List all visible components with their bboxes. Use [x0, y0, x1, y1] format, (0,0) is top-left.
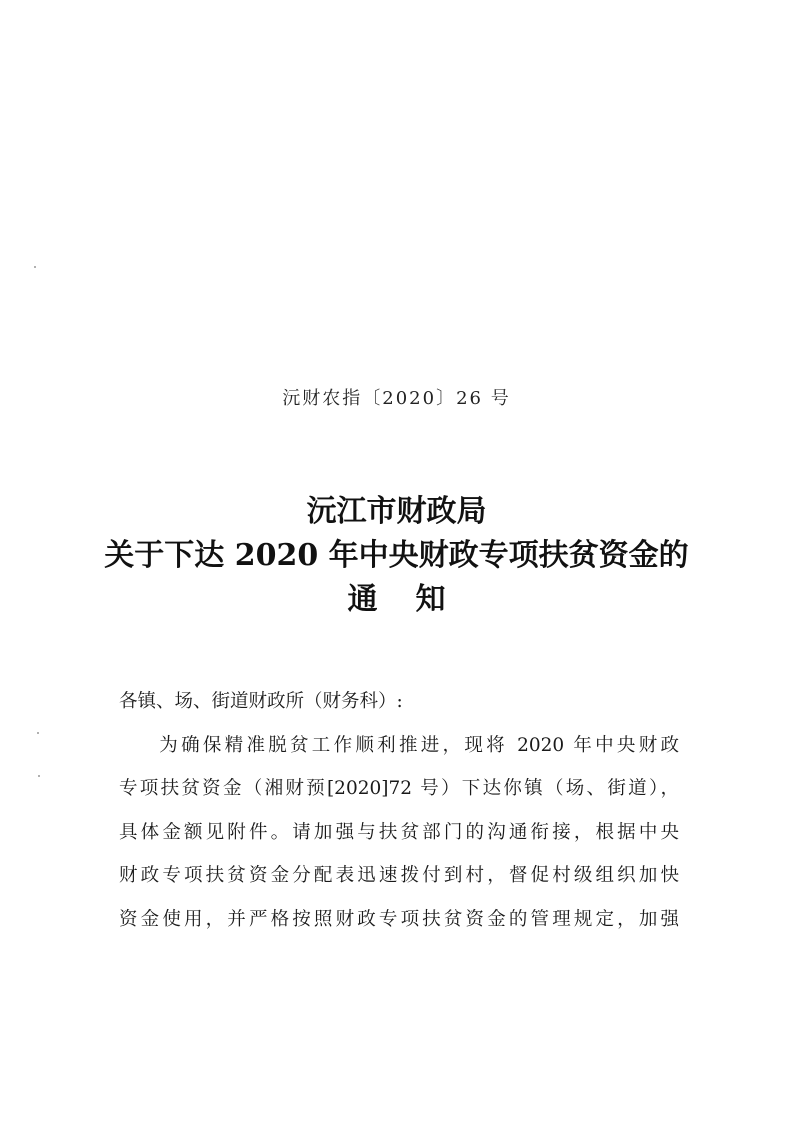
body-line-text: 为确保精准脱贫工作顺利推进，现将 2020 年中央财政	[156, 734, 679, 756]
body-line: 资金使用，并严格按照财政专项扶贫资金的管理规定，加强	[119, 908, 679, 930]
body-line: 财政专项扶贫资金分配表迅速拨付到村，督促村级组织加快	[119, 865, 679, 886]
title-line-issuer: 沅江市财政局	[306, 494, 487, 529]
document-title	[0, 490, 793, 622]
body-line	[119, 724, 679, 768]
document-number: 沅财农指〔2020〕26 号	[282, 388, 511, 409]
salutation: 各镇、场、街道财政所（财务科）:	[119, 691, 403, 712]
title-line-notice: 通知	[347, 582, 484, 617]
document-body	[119, 680, 679, 941]
scan-speck	[37, 732, 39, 734]
body-line: 专项扶贫资金（湘财预[2020]72 号）下达你镇（场、街道），	[119, 778, 679, 799]
title-line-subject: 关于下达 2020 年中央财政专项扶贫资金的	[104, 538, 689, 573]
body-line: 具体金额见附件。请加强与扶贫部门的沟通衔接，根据中央	[119, 821, 679, 843]
scan-speck	[34, 266, 36, 268]
scan-speck	[38, 775, 40, 777]
